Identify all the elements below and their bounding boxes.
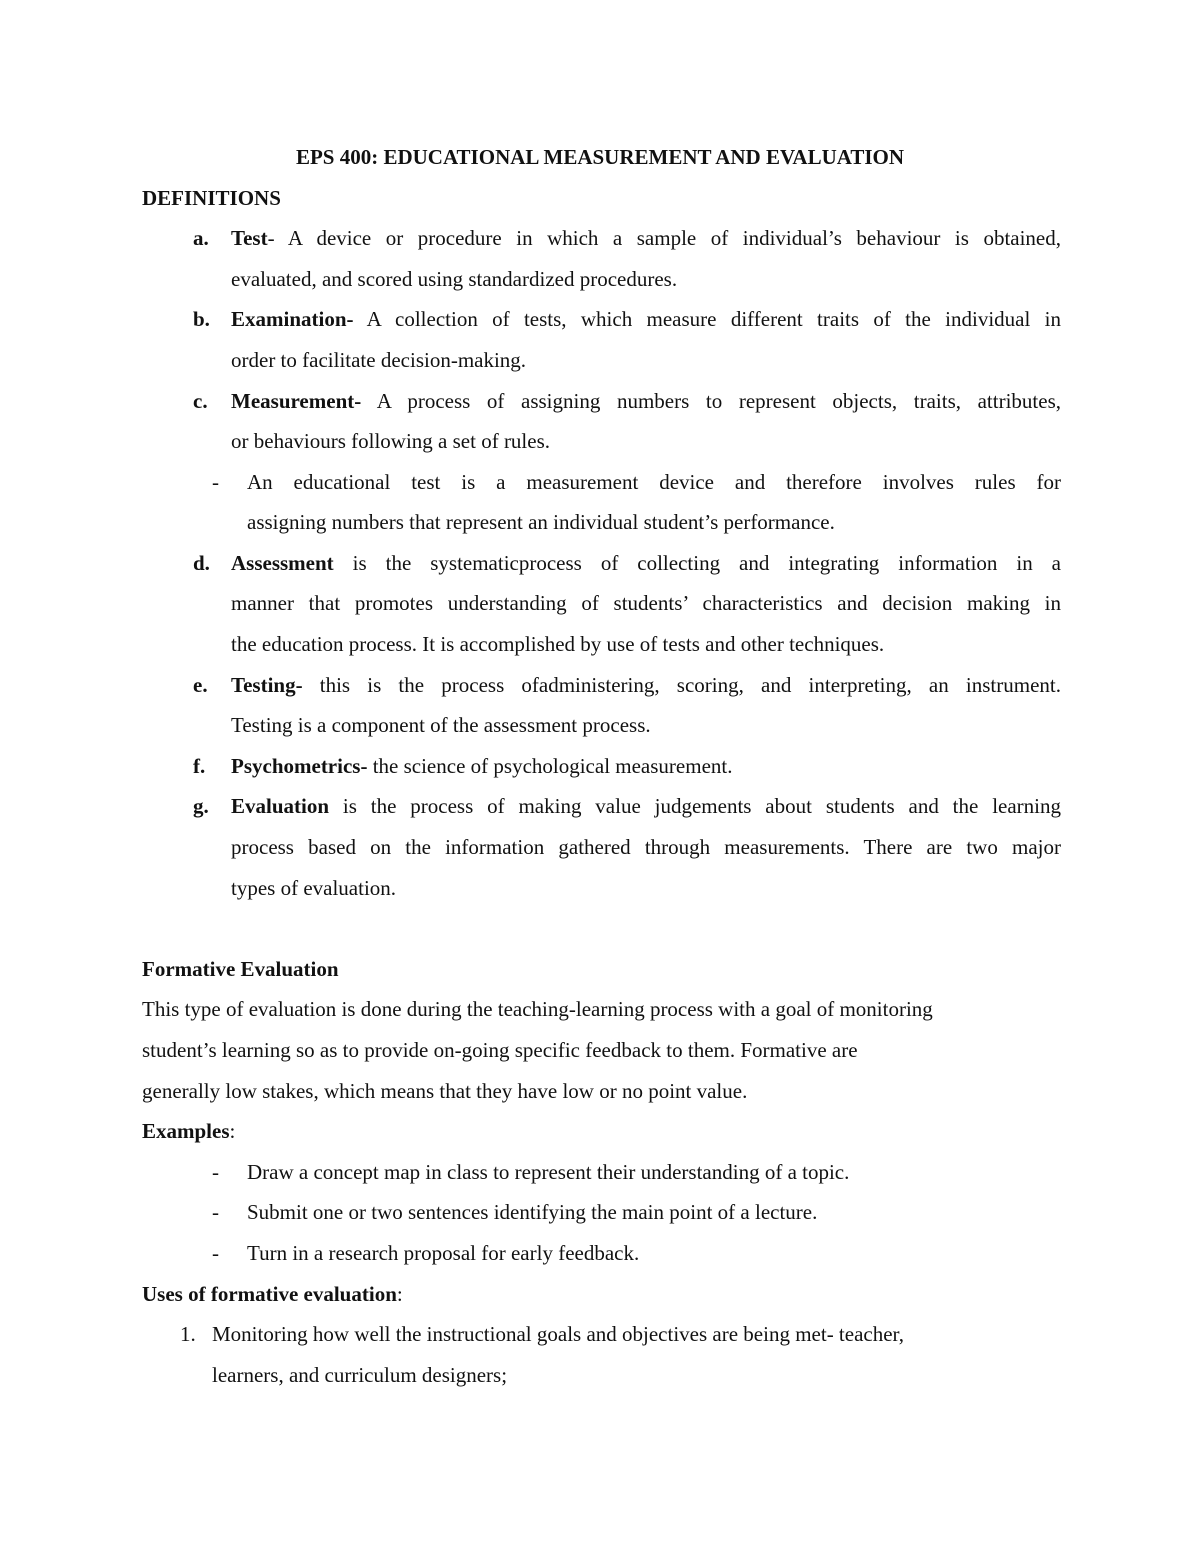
definitions-heading: DEFINITIONS [142, 186, 281, 210]
definition-text: A process of assigning numbers to represent objects, traits, attributes, [361, 389, 1061, 413]
definition-term: Testing- [231, 673, 303, 697]
measurement-note-cont: assigning numbers that represent an individual student’s performance. [247, 510, 835, 534]
definition-text: is the process of making value judgements about students and the learning [329, 794, 1061, 818]
examples-colon: : [229, 1119, 236, 1143]
definition-marker: a. [193, 226, 209, 250]
definition-marker: e. [193, 673, 208, 697]
use-item-cont: learners, and curriculum designers; [212, 1363, 508, 1387]
definition-text: the science of psychological measurement. [367, 754, 733, 778]
definition-marker: g. [193, 794, 209, 818]
definition-term: Evaluation [231, 794, 330, 818]
definition-assessment-cont: manner that promotes understanding of students’ characteristics and decision making in [231, 591, 1061, 615]
definition-term: Assessment [231, 551, 334, 575]
uses-heading [142, 1280, 403, 1308]
formative-heading: Formative Evaluation [142, 957, 339, 981]
definition-evaluation-cont2: types of evaluation. [231, 876, 397, 900]
numbered-marker: 1. [180, 1322, 196, 1346]
definition-marker: f. [193, 754, 206, 778]
definition-marker: c. [193, 389, 208, 413]
uses-label: Uses of formative evaluation [142, 1282, 397, 1306]
definition-examination-cont: order to facilitate decision-making. [231, 348, 527, 372]
dash-bullet: - [212, 1241, 219, 1265]
use-item: Monitoring how well the instructional goals and objectives are being met- teacher, [212, 1322, 904, 1346]
definition-assessment-cont2: the education process. It is accomplished by use of tests and other techniques. [231, 632, 885, 656]
formative-paragraph-line: generally low stakes, which means that they have low or no point value. [142, 1079, 748, 1103]
dash-bullet: - [212, 470, 219, 494]
definition-text: is the systematicprocess of collecting and integrating information in a [333, 551, 1061, 575]
definition-text: A collection of tests, which measure different traits of the individual in [353, 307, 1061, 331]
definition-measurement-cont: or behaviours following a set of rules. [231, 429, 551, 453]
examples-heading [142, 1117, 235, 1145]
definition-measurement [231, 387, 1061, 415]
definition-evaluation-cont: process based on the information gathered through measurements. There are two major [231, 835, 1061, 859]
definition-term: Test [231, 226, 268, 250]
definition-term: Measurement- [231, 389, 362, 413]
definition-assessment [231, 549, 1061, 577]
definition-text: this is the process ofadministering, scoring, and interpreting, an instrument. [302, 673, 1061, 697]
formative-paragraph-line: student’s learning so as to provide on-going specific feedback to them. Formative are [142, 1038, 858, 1062]
definition-marker: b. [193, 307, 210, 331]
example-item: Turn in a research proposal for early feedback. [247, 1241, 640, 1265]
formative-paragraph-line: This type of evaluation is done during the teaching-learning process with a goal of monitoring [142, 997, 933, 1021]
definition-test [231, 224, 1061, 252]
dash-bullet: - [212, 1160, 219, 1184]
definition-psychometrics [231, 752, 1061, 780]
definition-term: Psychometrics- [231, 754, 368, 778]
definition-testing-cont: Testing is a component of the assessment process. [231, 713, 651, 737]
definition-evaluation [231, 792, 1061, 820]
definition-marker: d. [193, 551, 210, 575]
example-item: Draw a concept map in class to represent their understanding of a topic. [247, 1160, 850, 1184]
definition-term: Examination- [231, 307, 354, 331]
measurement-note: An educational test is a measurement device and therefore involves rules for [247, 470, 1061, 494]
uses-colon: : [396, 1282, 403, 1306]
dash-bullet: - [212, 1200, 219, 1224]
definition-text: - A device or procedure in which a sample of individual’s behaviour is obtained, [267, 226, 1061, 250]
document-title: EPS 400: EDUCATIONAL MEASUREMENT AND EVALUATION [295, 145, 905, 169]
example-item: Submit one or two sentences identifying the main point of a lecture. [247, 1200, 818, 1224]
definition-testing [231, 671, 1061, 699]
examples-label: Examples [142, 1119, 230, 1143]
definition-test-cont: evaluated, and scored using standardized procedures. [231, 267, 678, 291]
definition-examination [231, 305, 1061, 333]
